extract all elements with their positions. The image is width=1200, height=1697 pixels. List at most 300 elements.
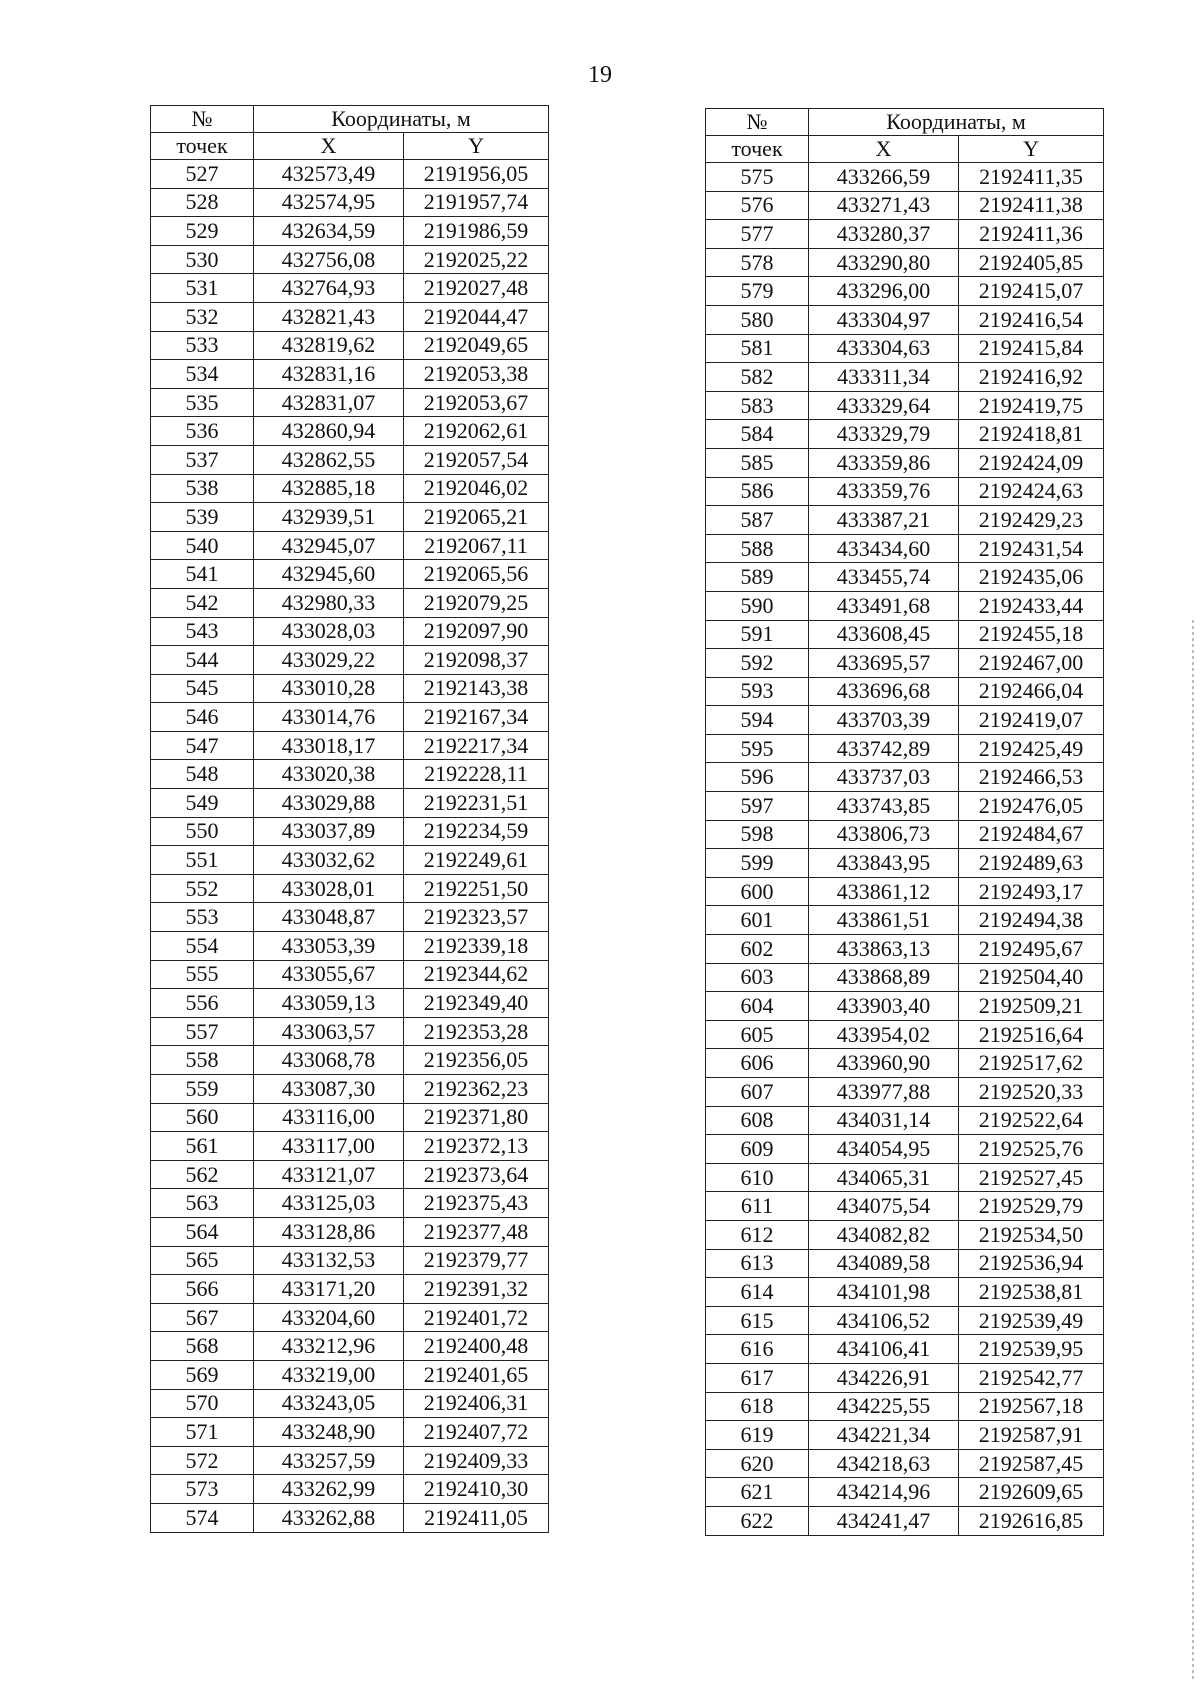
- y-coordinate-cell: 2192415,07: [959, 277, 1104, 306]
- header-y: Y: [959, 136, 1104, 163]
- y-coordinate-cell: 2192027,48: [404, 274, 549, 303]
- y-coordinate-cell: 2192377,48: [404, 1217, 549, 1246]
- table-row: [151, 674, 549, 703]
- point-number-cell: 593: [706, 677, 809, 706]
- y-coordinate-cell: 2192405,85: [959, 248, 1104, 277]
- table-row: [706, 1449, 1104, 1478]
- point-number-cell: 549: [151, 789, 254, 818]
- table-row: [706, 1392, 1104, 1421]
- point-number-cell: 543: [151, 617, 254, 646]
- table-row: [151, 1503, 549, 1532]
- x-coordinate-cell: 433248,90: [254, 1418, 404, 1447]
- point-number-cell: 577: [706, 220, 809, 249]
- point-number-cell: 547: [151, 731, 254, 760]
- x-coordinate-cell: 433695,57: [809, 649, 959, 678]
- table-row: [151, 903, 549, 932]
- y-coordinate-cell: 2192419,75: [959, 391, 1104, 420]
- y-coordinate-cell: 2192538,81: [959, 1278, 1104, 1307]
- table-row: [706, 563, 1104, 592]
- table-row: [151, 874, 549, 903]
- table-row: [706, 1163, 1104, 1192]
- table-row: [151, 188, 549, 217]
- point-number-cell: 597: [706, 792, 809, 821]
- point-number-cell: 544: [151, 646, 254, 675]
- table-row: [151, 302, 549, 331]
- header-y: Y: [404, 133, 549, 160]
- point-number-cell: 599: [706, 849, 809, 878]
- y-coordinate-cell: 2192251,50: [404, 874, 549, 903]
- y-coordinate-cell: 2192065,21: [404, 503, 549, 532]
- x-coordinate-cell: 433737,03: [809, 763, 959, 792]
- y-coordinate-cell: 2192494,38: [959, 906, 1104, 935]
- y-coordinate-cell: 2192167,34: [404, 703, 549, 732]
- x-coordinate-cell: 433290,80: [809, 248, 959, 277]
- table-row: [706, 677, 1104, 706]
- x-coordinate-cell: 432862,55: [254, 445, 404, 474]
- table-row: [151, 1475, 549, 1504]
- x-coordinate-cell: 433032,62: [254, 846, 404, 875]
- point-number-cell: 619: [706, 1421, 809, 1450]
- table-row: [706, 420, 1104, 449]
- point-number-cell: 527: [151, 160, 254, 189]
- x-coordinate-cell: 433977,88: [809, 1078, 959, 1107]
- y-coordinate-cell: 2192433,44: [959, 591, 1104, 620]
- y-coordinate-cell: 2192372,13: [404, 1132, 549, 1161]
- point-number-cell: 608: [706, 1106, 809, 1135]
- y-coordinate-cell: 2192401,72: [404, 1303, 549, 1332]
- x-coordinate-cell: 434089,58: [809, 1249, 959, 1278]
- table-row: [151, 245, 549, 274]
- y-coordinate-cell: 2192053,67: [404, 388, 549, 417]
- table-row: [706, 1278, 1104, 1307]
- point-number-cell: 587: [706, 506, 809, 535]
- table-row: [706, 1421, 1104, 1450]
- table-row: [151, 1332, 549, 1361]
- y-coordinate-cell: 2192373,64: [404, 1160, 549, 1189]
- point-number-cell: 536: [151, 417, 254, 446]
- y-coordinate-cell: 2192323,57: [404, 903, 549, 932]
- y-coordinate-cell: 2192371,80: [404, 1103, 549, 1132]
- point-number-cell: 611: [706, 1192, 809, 1221]
- x-coordinate-cell: 432756,08: [254, 245, 404, 274]
- x-coordinate-cell: 434225,55: [809, 1392, 959, 1421]
- page-number: 19: [588, 62, 612, 88]
- x-coordinate-cell: 433843,95: [809, 849, 959, 878]
- point-number-cell: 531: [151, 274, 254, 303]
- x-coordinate-cell: 433359,76: [809, 477, 959, 506]
- table-row: [151, 1075, 549, 1104]
- y-coordinate-cell: 2192539,95: [959, 1335, 1104, 1364]
- y-coordinate-cell: 2192529,79: [959, 1192, 1104, 1221]
- table-row: [706, 1020, 1104, 1049]
- y-coordinate-cell: 2192435,06: [959, 563, 1104, 592]
- x-coordinate-cell: 433219,00: [254, 1360, 404, 1389]
- x-coordinate-cell: 433048,87: [254, 903, 404, 932]
- y-coordinate-cell: 2192520,33: [959, 1078, 1104, 1107]
- point-number-cell: 583: [706, 391, 809, 420]
- point-number-cell: 548: [151, 760, 254, 789]
- x-coordinate-cell: 433743,85: [809, 792, 959, 821]
- table-row: [706, 1335, 1104, 1364]
- table-row: [151, 1046, 549, 1075]
- y-coordinate-cell: 2192411,35: [959, 163, 1104, 192]
- table-row: [706, 1106, 1104, 1135]
- x-coordinate-cell: 433311,34: [809, 363, 959, 392]
- x-coordinate-cell: 433491,68: [809, 591, 959, 620]
- x-coordinate-cell: 433271,43: [809, 191, 959, 220]
- x-coordinate-cell: 432945,60: [254, 560, 404, 589]
- x-coordinate-cell: 434106,41: [809, 1335, 959, 1364]
- x-coordinate-cell: 433055,67: [254, 960, 404, 989]
- x-coordinate-cell: 432939,51: [254, 503, 404, 532]
- table-row: [151, 560, 549, 589]
- y-coordinate-cell: 2192517,62: [959, 1049, 1104, 1078]
- x-coordinate-cell: 433010,28: [254, 674, 404, 703]
- table-row: [151, 731, 549, 760]
- x-coordinate-cell: 434221,34: [809, 1421, 959, 1450]
- point-number-cell: 585: [706, 448, 809, 477]
- y-coordinate-cell: 2192522,64: [959, 1106, 1104, 1135]
- table-row: [151, 1446, 549, 1475]
- table-row: [151, 503, 549, 532]
- y-coordinate-cell: 2192062,61: [404, 417, 549, 446]
- point-number-cell: 595: [706, 734, 809, 763]
- table-row: [706, 191, 1104, 220]
- point-number-cell: 553: [151, 903, 254, 932]
- table-row: [706, 506, 1104, 535]
- y-coordinate-cell: 2192143,38: [404, 674, 549, 703]
- point-number-cell: 609: [706, 1135, 809, 1164]
- y-coordinate-cell: 2192587,91: [959, 1421, 1104, 1450]
- y-coordinate-cell: 2192466,04: [959, 677, 1104, 706]
- table-row: [151, 789, 549, 818]
- x-coordinate-cell: 433280,37: [809, 220, 959, 249]
- table-row: [151, 417, 549, 446]
- x-coordinate-cell: 433087,30: [254, 1075, 404, 1104]
- table-row: [706, 591, 1104, 620]
- table-row: [706, 1220, 1104, 1249]
- header-x: X: [254, 133, 404, 160]
- table-row: [706, 649, 1104, 678]
- header-coordinates: Координаты, м: [254, 106, 549, 133]
- table-row: [706, 620, 1104, 649]
- x-coordinate-cell: 433329,79: [809, 420, 959, 449]
- y-coordinate-cell: 2192534,50: [959, 1220, 1104, 1249]
- table-body: [151, 160, 549, 1533]
- y-coordinate-cell: 2192416,54: [959, 305, 1104, 334]
- point-number-cell: 563: [151, 1189, 254, 1218]
- table-row: [151, 617, 549, 646]
- y-coordinate-cell: 2192484,67: [959, 820, 1104, 849]
- point-number-cell: 621: [706, 1478, 809, 1507]
- table-row: [706, 163, 1104, 192]
- coordinates-table-left: [150, 105, 549, 1533]
- table-row: [151, 331, 549, 360]
- table-row: [151, 646, 549, 675]
- x-coordinate-cell: 433014,76: [254, 703, 404, 732]
- x-coordinate-cell: 433296,00: [809, 277, 959, 306]
- point-number-cell: 574: [151, 1503, 254, 1532]
- y-coordinate-cell: 2192407,72: [404, 1418, 549, 1447]
- x-coordinate-cell: 433212,96: [254, 1332, 404, 1361]
- y-coordinate-cell: 2192429,23: [959, 506, 1104, 535]
- point-number-cell: 567: [151, 1303, 254, 1332]
- y-coordinate-cell: 2192424,09: [959, 448, 1104, 477]
- y-coordinate-cell: 2192609,65: [959, 1478, 1104, 1507]
- table-row: [706, 849, 1104, 878]
- point-number-cell: 562: [151, 1160, 254, 1189]
- scan-edge-line: [1192, 620, 1194, 1680]
- point-number-cell: 564: [151, 1217, 254, 1246]
- table-row: [151, 1160, 549, 1189]
- point-number-cell: 604: [706, 992, 809, 1021]
- point-number-cell: 613: [706, 1249, 809, 1278]
- table-row: [151, 217, 549, 246]
- table-row: [706, 1306, 1104, 1335]
- y-coordinate-cell: 2192067,11: [404, 531, 549, 560]
- point-number-cell: 533: [151, 331, 254, 360]
- x-coordinate-cell: 433132,53: [254, 1246, 404, 1275]
- point-number-cell: 594: [706, 706, 809, 735]
- y-coordinate-cell: 2192356,05: [404, 1046, 549, 1075]
- table-row: [151, 360, 549, 389]
- y-coordinate-cell: 2192495,67: [959, 935, 1104, 964]
- header-coordinates: Координаты, м: [809, 109, 1104, 136]
- y-coordinate-cell: 2192489,63: [959, 849, 1104, 878]
- point-number-cell: 570: [151, 1389, 254, 1418]
- x-coordinate-cell: 433037,89: [254, 817, 404, 846]
- table-row: [151, 274, 549, 303]
- y-coordinate-cell: 2192406,31: [404, 1389, 549, 1418]
- point-number-cell: 575: [706, 163, 809, 192]
- x-coordinate-cell: 433029,88: [254, 789, 404, 818]
- y-coordinate-cell: 2192476,05: [959, 792, 1104, 821]
- point-number-cell: 565: [151, 1246, 254, 1275]
- table-row: [151, 1189, 549, 1218]
- y-coordinate-cell: 2192231,51: [404, 789, 549, 818]
- x-coordinate-cell: 434054,95: [809, 1135, 959, 1164]
- table-row: [706, 877, 1104, 906]
- table-row: [706, 1078, 1104, 1107]
- x-coordinate-cell: 432860,94: [254, 417, 404, 446]
- y-coordinate-cell: 2192409,33: [404, 1446, 549, 1475]
- point-number-cell: 596: [706, 763, 809, 792]
- y-coordinate-cell: 2192344,62: [404, 960, 549, 989]
- point-number-cell: 542: [151, 588, 254, 617]
- x-coordinate-cell: 434226,91: [809, 1363, 959, 1392]
- x-coordinate-cell: 433018,17: [254, 731, 404, 760]
- x-coordinate-cell: 434218,63: [809, 1449, 959, 1478]
- point-number-cell: 620: [706, 1449, 809, 1478]
- header-point-number-symbol: №: [151, 106, 254, 133]
- point-number-cell: 616: [706, 1335, 809, 1364]
- y-coordinate-cell: 2192046,02: [404, 474, 549, 503]
- y-coordinate-cell: 2192098,37: [404, 646, 549, 675]
- table-row: [151, 388, 549, 417]
- y-coordinate-cell: 2192391,32: [404, 1275, 549, 1304]
- table-row: [706, 248, 1104, 277]
- point-number-cell: 618: [706, 1392, 809, 1421]
- point-number-cell: 534: [151, 360, 254, 389]
- x-coordinate-cell: 433029,22: [254, 646, 404, 675]
- y-coordinate-cell: 2192353,28: [404, 1017, 549, 1046]
- point-number-cell: 552: [151, 874, 254, 903]
- x-coordinate-cell: 432831,16: [254, 360, 404, 389]
- table-row: [706, 305, 1104, 334]
- point-number-cell: 576: [706, 191, 809, 220]
- point-number-cell: 614: [706, 1278, 809, 1307]
- table-row: [706, 992, 1104, 1021]
- table-row: [151, 1275, 549, 1304]
- table-row: [151, 1389, 549, 1418]
- table-row: [151, 160, 549, 189]
- table-row: [706, 820, 1104, 849]
- table-row: [151, 1103, 549, 1132]
- y-coordinate-cell: 2192044,47: [404, 302, 549, 331]
- header-point-number-label: точек: [706, 136, 809, 163]
- table-row: [706, 1049, 1104, 1078]
- point-number-cell: 617: [706, 1363, 809, 1392]
- x-coordinate-cell: 433243,05: [254, 1389, 404, 1418]
- table-row: [151, 1418, 549, 1447]
- table-row: [706, 906, 1104, 935]
- y-coordinate-cell: 2192079,25: [404, 588, 549, 617]
- table-row: [706, 1506, 1104, 1535]
- table-row: [151, 960, 549, 989]
- x-coordinate-cell: 432573,49: [254, 160, 404, 189]
- point-number-cell: 545: [151, 674, 254, 703]
- table-row: [706, 792, 1104, 821]
- point-number-cell: 602: [706, 935, 809, 964]
- x-coordinate-cell: 433204,60: [254, 1303, 404, 1332]
- point-number-cell: 557: [151, 1017, 254, 1046]
- y-coordinate-cell: 2191986,59: [404, 217, 549, 246]
- y-coordinate-cell: 2192455,18: [959, 620, 1104, 649]
- table-row: [151, 474, 549, 503]
- point-number-cell: 615: [706, 1306, 809, 1335]
- x-coordinate-cell: 433387,21: [809, 506, 959, 535]
- point-number-cell: 600: [706, 877, 809, 906]
- y-coordinate-cell: 2191956,05: [404, 160, 549, 189]
- y-coordinate-cell: 2192467,00: [959, 649, 1104, 678]
- x-coordinate-cell: 433028,01: [254, 874, 404, 903]
- point-number-cell: 571: [151, 1418, 254, 1447]
- point-number-cell: 578: [706, 248, 809, 277]
- point-number-cell: 612: [706, 1220, 809, 1249]
- point-number-cell: 610: [706, 1163, 809, 1192]
- x-coordinate-cell: 434082,82: [809, 1220, 959, 1249]
- y-coordinate-cell: 2192539,49: [959, 1306, 1104, 1335]
- point-number-cell: 590: [706, 591, 809, 620]
- point-number-cell: 561: [151, 1132, 254, 1161]
- x-coordinate-cell: 433068,78: [254, 1046, 404, 1075]
- y-coordinate-cell: 2192249,61: [404, 846, 549, 875]
- x-coordinate-cell: 432764,93: [254, 274, 404, 303]
- table-row: [706, 1249, 1104, 1278]
- table-row: [151, 1017, 549, 1046]
- x-coordinate-cell: 433063,57: [254, 1017, 404, 1046]
- point-number-cell: 606: [706, 1049, 809, 1078]
- table-row: [151, 588, 549, 617]
- x-coordinate-cell: 432945,07: [254, 531, 404, 560]
- y-coordinate-cell: 2192415,84: [959, 334, 1104, 363]
- x-coordinate-cell: 433868,89: [809, 963, 959, 992]
- point-number-cell: 588: [706, 534, 809, 563]
- x-coordinate-cell: 433861,51: [809, 906, 959, 935]
- y-coordinate-cell: 2192362,23: [404, 1075, 549, 1104]
- point-number-cell: 535: [151, 388, 254, 417]
- y-coordinate-cell: 2192379,77: [404, 1246, 549, 1275]
- y-coordinate-cell: 2192411,05: [404, 1503, 549, 1532]
- point-number-cell: 546: [151, 703, 254, 732]
- x-coordinate-cell: 433266,59: [809, 163, 959, 192]
- table-body: [706, 163, 1104, 1536]
- y-coordinate-cell: 2192466,53: [959, 763, 1104, 792]
- x-coordinate-cell: 433455,74: [809, 563, 959, 592]
- x-coordinate-cell: 433125,03: [254, 1189, 404, 1218]
- x-coordinate-cell: 432885,18: [254, 474, 404, 503]
- y-coordinate-cell: 2191957,74: [404, 188, 549, 217]
- table-row: [706, 763, 1104, 792]
- y-coordinate-cell: 2192411,36: [959, 220, 1104, 249]
- y-coordinate-cell: 2192509,21: [959, 992, 1104, 1021]
- x-coordinate-cell: 434241,47: [809, 1506, 959, 1535]
- point-number-cell: 539: [151, 503, 254, 532]
- point-number-cell: 566: [151, 1275, 254, 1304]
- y-coordinate-cell: 2192400,48: [404, 1332, 549, 1361]
- coordinates-table-right: [705, 108, 1104, 1536]
- point-number-cell: 622: [706, 1506, 809, 1535]
- table-row: [151, 846, 549, 875]
- y-coordinate-cell: 2192375,43: [404, 1189, 549, 1218]
- y-coordinate-cell: 2192228,11: [404, 760, 549, 789]
- y-coordinate-cell: 2192516,64: [959, 1020, 1104, 1049]
- x-coordinate-cell: 433608,45: [809, 620, 959, 649]
- table-row: [151, 1246, 549, 1275]
- point-number-cell: 550: [151, 817, 254, 846]
- table-row: [706, 448, 1104, 477]
- table-row: [151, 531, 549, 560]
- y-coordinate-cell: 2192419,07: [959, 706, 1104, 735]
- table-row: [151, 1132, 549, 1161]
- table-row: [706, 363, 1104, 392]
- y-coordinate-cell: 2192410,30: [404, 1475, 549, 1504]
- x-coordinate-cell: 433359,86: [809, 448, 959, 477]
- y-coordinate-cell: 2192057,54: [404, 445, 549, 474]
- y-coordinate-cell: 2192025,22: [404, 245, 549, 274]
- x-coordinate-cell: 433171,20: [254, 1275, 404, 1304]
- point-number-cell: 581: [706, 334, 809, 363]
- table-row: [151, 1360, 549, 1389]
- x-coordinate-cell: 434031,14: [809, 1106, 959, 1135]
- x-coordinate-cell: 433304,63: [809, 334, 959, 363]
- y-coordinate-cell: 2192049,65: [404, 331, 549, 360]
- y-coordinate-cell: 2192542,77: [959, 1363, 1104, 1392]
- y-coordinate-cell: 2192493,17: [959, 877, 1104, 906]
- table-row: [706, 1135, 1104, 1164]
- table-row: [151, 1217, 549, 1246]
- point-number-cell: 580: [706, 305, 809, 334]
- table-row: [151, 445, 549, 474]
- table-row: [151, 1303, 549, 1332]
- x-coordinate-cell: 433742,89: [809, 734, 959, 763]
- y-coordinate-cell: 2192425,49: [959, 734, 1104, 763]
- x-coordinate-cell: 433262,99: [254, 1475, 404, 1504]
- point-number-cell: 569: [151, 1360, 254, 1389]
- y-coordinate-cell: 2192416,92: [959, 363, 1104, 392]
- point-number-cell: 537: [151, 445, 254, 474]
- table-row: [151, 817, 549, 846]
